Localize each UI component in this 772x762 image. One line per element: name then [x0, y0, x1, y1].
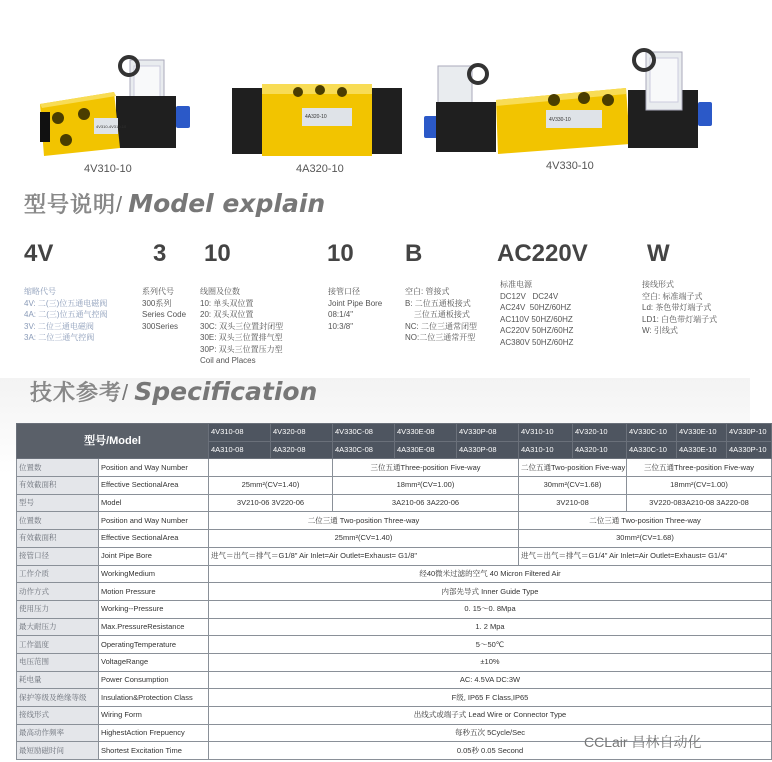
specification-table — [16, 423, 772, 760]
row-label-cn: 保护等级及绝缘等级 — [17, 689, 99, 707]
model-cell: 4V330C-08 — [333, 424, 395, 442]
table-cell: 25mm²(CV=1.40) — [209, 530, 519, 548]
product-caption-4v310: 4V310-10 — [84, 163, 132, 175]
specification-heading-cn: 技术参考 — [30, 381, 123, 406]
model-explain-heading-cn: 型号说明 — [24, 193, 117, 218]
model-cell: 4A330E-10 — [677, 441, 727, 459]
row-label-cn: 使用压力 — [17, 600, 99, 618]
model-cell: 4A330C-10 — [627, 441, 677, 459]
row-label-cn: 最大耐压力 — [17, 618, 99, 636]
model-cell: 4A330E-08 — [395, 441, 457, 459]
row-label-en: WorkingMedium — [99, 565, 209, 583]
table-cell: 3A210-06 3A220-06 — [333, 494, 519, 512]
code-voltage: AC220V — [497, 240, 588, 267]
table-cell: 二位三通 Two-position Three-way — [519, 512, 772, 530]
table-row — [17, 547, 772, 565]
desc-voltage: 标准电源 DC12V DC24V AC24V 50HZ/60HZ AC110V 50HZ/60HZ AC220V 50HZ/60HZ AC380V 50HZ/60HZ — [500, 280, 574, 347]
row-label-cn: 位置数 — [17, 459, 99, 477]
row-label-en: HighestAction Frepuency — [99, 724, 209, 742]
row-label-cn: 有效截面积 — [17, 530, 99, 548]
row-label-cn: 最高动作频率 — [17, 724, 99, 742]
row-label-en: Shortest Excitation Time — [99, 742, 209, 760]
desc-series: 系列代号 300系列 Series Code 300Series — [142, 287, 187, 331]
product-label-text: 4V310-4V310-10 — [96, 124, 127, 129]
product-photo-4v310 — [36, 52, 201, 162]
table-cell: 三位五通Three-position Five-way — [627, 459, 772, 477]
row-label-cn: 接管口径 — [17, 547, 99, 565]
row-label-cn: 位置数 — [17, 512, 99, 530]
row-label-en: OperatingTemperature — [99, 636, 209, 654]
row-label-en: Power Consumption — [99, 671, 209, 689]
table-cell: 经40微米过滤的空气 40 Micron Filtered Air — [209, 565, 772, 583]
product-photo-4a320 — [232, 78, 402, 162]
model-cell: 4A320-08 — [271, 441, 333, 459]
desc-coil: 线圈及位数 10: 单头双位置 20: 双头双位置 30C: 双头三位置封闭型 30E: 双头三位置排气型 30P: 双头三位置压力型 Coil and Places — [200, 287, 284, 365]
row-label-cn: 有效截面积 — [17, 477, 99, 495]
product-photo-4v330 — [424, 46, 724, 162]
table-cell: 3V220-083A210-08 3A220-08 — [627, 494, 772, 512]
table-cell: 5～50℃ — [209, 636, 772, 654]
table-row — [17, 459, 772, 477]
row-label-cn: 最短励磁时间 — [17, 742, 99, 760]
model-explain-heading-en: Model explain — [128, 189, 326, 218]
table-row — [17, 565, 772, 583]
table-cell: 每秒五次 5Cycle/Sec — [209, 724, 772, 742]
code-pipe-bore: 10 — [327, 240, 354, 267]
row-label-en: Wiring Form — [99, 707, 209, 725]
table-row — [17, 636, 772, 654]
row-label-en: VoltageRange — [99, 653, 209, 671]
table-cell: 出线式或端子式 Lead Wire or Connector Type — [209, 707, 772, 725]
table-row — [17, 689, 772, 707]
row-label-cn: 接线形式 — [17, 707, 99, 725]
code-series: 3 — [153, 240, 167, 267]
code-coil: 10 — [204, 240, 231, 267]
code-series-type: 4V — [24, 240, 54, 267]
product-caption-4v330: 4V330-10 — [546, 160, 594, 172]
row-label-en: Motion Pressure — [99, 583, 209, 601]
model-cell: 4A330P-10 — [727, 441, 772, 459]
desc-mount: 空白: 管接式 B: 二位五通板接式 三位五通板接式 NC: 二位三通常闭型 NO:二位三通常开型 — [405, 287, 477, 342]
row-label-en: Max.PressureResistance — [99, 618, 209, 636]
model-cell: 4A310-08 — [209, 441, 271, 459]
row-label-cn: 工作温度 — [17, 636, 99, 654]
row-label-cn: 工作介质 — [17, 565, 99, 583]
table-cell: 进气＝出气＝排气＝G1/4" Air Inlet=Air Outlet=Exhaust= G1/4" — [519, 547, 772, 565]
model-cell: 4A330C-08 — [333, 441, 395, 459]
model-cell: 4A310-10 — [519, 441, 573, 459]
code-wiring: W — [647, 240, 670, 267]
model-cell: 4A330P-08 — [457, 441, 519, 459]
table-cell: F级, IP65 F Class,IP65 — [209, 689, 772, 707]
brand-watermark: CCLair 昌林自动化 — [584, 734, 702, 750]
row-label-en: Insulation&Protection Class — [99, 689, 209, 707]
row-label-en: Joint Pipe Bore — [99, 547, 209, 565]
specification-heading-en: Specification — [134, 377, 318, 406]
row-label-en: Working--Pressure — [99, 600, 209, 618]
table-cell: 二位五通Two-position Five-way — [519, 459, 627, 477]
table-cell: 进气＝出气＝排气＝G1/8" Air Inlet=Air Outlet=Exhaust= G1/8" — [209, 547, 519, 565]
row-label-cn: 型号 — [17, 494, 99, 512]
table-row — [17, 600, 772, 618]
model-explain-heading: 型号说明/ Model explain — [24, 189, 326, 218]
table-cell: 3V210-06 3V220-06 — [209, 494, 333, 512]
product-label-text: 4V330-10 — [549, 117, 571, 123]
table-cell: 二位三通 Two-position Three-way — [209, 512, 519, 530]
model-cell: 4V330C-10 — [627, 424, 677, 442]
table-cell: 3V210-08 — [519, 494, 627, 512]
table-cell: 0.05秒 0.05 Second — [209, 742, 772, 760]
model-cell: 4V330E-10 — [677, 424, 727, 442]
table-row — [17, 494, 772, 512]
table-cell: 18mm²(CV=1.00) — [333, 477, 519, 495]
row-label-en: Effective SectionalArea — [99, 530, 209, 548]
table-cell: 18mm²(CV=1.00) — [627, 477, 772, 495]
table-cell — [209, 459, 333, 477]
table-title: 型号/Model — [17, 424, 209, 459]
table-cell: 三位五通Three-position Five-way — [333, 459, 519, 477]
table-row — [17, 512, 772, 530]
model-cell: 4V310-10 — [519, 424, 573, 442]
model-cell: 4V320-08 — [271, 424, 333, 442]
table-row — [17, 583, 772, 601]
table-cell: 30mm²(CV=1.68) — [519, 477, 627, 495]
row-label-cn: 耗电量 — [17, 671, 99, 689]
model-cell: 4V330P-10 — [727, 424, 772, 442]
model-cell: 4V320-10 — [573, 424, 627, 442]
model-cell: 4V330E-08 — [395, 424, 457, 442]
model-cell: 4V330P-08 — [457, 424, 519, 442]
model-cell: 4A320-10 — [573, 441, 627, 459]
desc-wiring: 接线形式 空白: 标准端子式 Ld: 茶色带灯端子式 LD1: 白色带灯端子式 W: 引线式 — [642, 280, 718, 335]
desc-series-type: 缩略代号 4V: 二(三)位五通电磁阀 4A: 二(三)位五通气控阀 3V: 二位三通电磁阀 3A: 二位三通气控阀 — [24, 287, 108, 342]
row-label-en: Position and Way Number — [99, 459, 209, 477]
table-cell: 1. 2 Mpa — [209, 618, 772, 636]
table-row — [17, 530, 772, 548]
product-label-text: 4A320-10 — [305, 114, 327, 120]
table-cell: 30mm²(CV=1.68) — [519, 530, 772, 548]
specification-heading: 技术参考/ Specification — [30, 377, 318, 406]
table-cell: 0. 15～0. 8Mpa — [209, 600, 772, 618]
table-row — [17, 671, 772, 689]
code-mount: B — [405, 240, 423, 267]
table-cell: 内部先导式 Inner Guide Type — [209, 583, 772, 601]
table-header-row — [17, 424, 772, 442]
table-row — [17, 477, 772, 495]
table-row — [17, 707, 772, 725]
table-cell: 25mm²(CV=1.40) — [209, 477, 333, 495]
row-label-cn: 电压范围 — [17, 653, 99, 671]
table-row — [17, 653, 772, 671]
table-row — [17, 618, 772, 636]
row-label-cn: 动作方式 — [17, 583, 99, 601]
model-cell: 4V310-08 — [209, 424, 271, 442]
product-caption-4a320: 4A320-10 — [296, 163, 344, 175]
table-cell: AC: 4.5VA DC:3W — [209, 671, 772, 689]
row-label-en: Position and Way Number — [99, 512, 209, 530]
row-label-en: Model — [99, 494, 209, 512]
row-label-en: Effective SectionalArea — [99, 477, 209, 495]
desc-pipe-bore: 接管口径 Joint Pipe Bore 08:1/4" 10:3/8" — [328, 287, 383, 331]
table-cell: ±10% — [209, 653, 772, 671]
